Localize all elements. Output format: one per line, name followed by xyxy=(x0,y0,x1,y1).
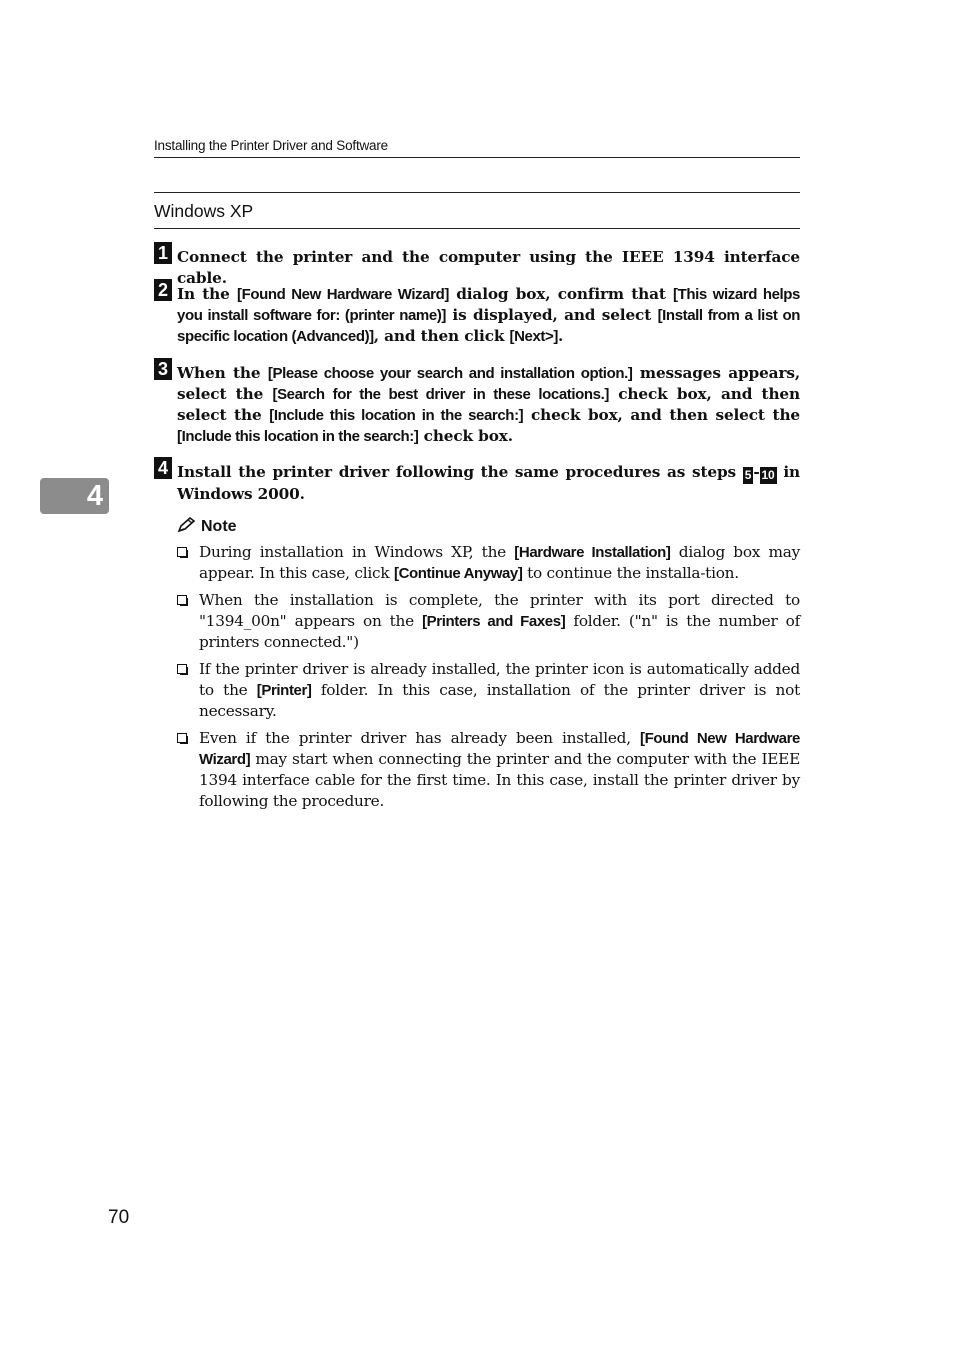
note-item xyxy=(177,728,800,812)
checkbox-bullet-icon xyxy=(177,595,187,605)
ui-label: [Include this location in the search:] xyxy=(177,428,419,445)
ui-label: [Printers and Faxes] xyxy=(422,613,566,630)
ui-label: [Next>] xyxy=(509,328,558,345)
checkbox-bullet-icon xyxy=(177,733,187,743)
note-item xyxy=(177,542,800,584)
step-text: When the [Please choose your search and installation option.] messages appears, select the [Search for the best driver in these locations.] check box, and then select the [Include this location in the search:] check box, and then select the [Include this location in the search:] check box. xyxy=(177,364,801,445)
note-title: Note xyxy=(201,518,237,535)
note-item xyxy=(177,659,800,722)
step-number-icon: 2 xyxy=(154,279,172,301)
step-2 xyxy=(154,279,800,347)
checkbox-bullet-icon xyxy=(177,664,187,674)
step-text: Connect the printer and the computer using the IEEE 1394 interface cable. xyxy=(177,248,800,287)
ui-label: [Found New Hardware Wizard] xyxy=(199,730,800,768)
step-ref-icon: 5 xyxy=(744,468,752,482)
ui-label: [Include this location in the search:] xyxy=(269,407,524,424)
step-4 xyxy=(154,457,800,505)
ui-label: [Found New Hardware Wizard] xyxy=(236,286,449,303)
note-heading xyxy=(177,517,237,536)
ui-label: [Printer] xyxy=(256,682,312,699)
chapter-tab: 4 xyxy=(40,478,109,514)
section-title: Windows XP xyxy=(154,192,800,229)
note-list xyxy=(177,542,800,812)
ui-label: [Continue Anyway] xyxy=(393,565,523,582)
ui-label: [Search for the best driver in these locations.] xyxy=(272,386,609,403)
ui-label: [This wizard helps you install software for: (printer name)] xyxy=(177,286,800,324)
step-number-icon: 3 xyxy=(154,358,172,380)
step-ref-icon: 10 xyxy=(761,468,775,482)
step-text: Install the printer driver following the same procedures as steps 5 - 10 in Windows 2000. xyxy=(177,463,801,503)
ui-label: [Install from a list on specific location (Advanced)] xyxy=(177,307,801,345)
step-number-icon: 4 xyxy=(154,457,172,479)
running-header: Installing the Printer Driver and Software xyxy=(154,138,800,158)
note-text: During installation in Windows XP, the [Hardware Installation] dialog box may appear. In this case, click [Continue Anyway] to continue the installa-tion. xyxy=(199,543,801,582)
pencil-icon xyxy=(177,517,197,533)
checkbox-bullet-icon xyxy=(177,547,187,557)
page-number: 70 xyxy=(108,1207,130,1228)
note-text: When the installation is complete, the printer with its port directed to "1394_00n" appears on the [Printers and Faxes] folder. ("n" is the number of printers connected.") xyxy=(199,591,800,651)
step-text: In the [Found New Hardware Wizard] dialog box, confirm that [This wizard helps you install software for: (printer name)] is displayed, and select [Install from a list on specific location (Advanced)], and then click [Next>]. xyxy=(177,285,801,345)
step-number-icon: 1 xyxy=(154,242,172,264)
note-text: If the printer driver is already installed, the printer icon is automatically added to the [Printer] folder. In this case, installation of the printer driver is not necessary. xyxy=(199,660,800,720)
note-item xyxy=(177,590,800,653)
ui-label: [Hardware Installation] xyxy=(514,544,671,561)
step-3 xyxy=(154,358,800,447)
note-text: Even if the printer driver has already been installed, [Found New Hardware Wizard] may start when connecting the printer and the computer with the IEEE 1394 interface cable for the first time. In this case, install the printer driver by following the procedure. xyxy=(199,729,800,810)
ui-label: [Please choose your search and installation option.] xyxy=(267,365,633,382)
